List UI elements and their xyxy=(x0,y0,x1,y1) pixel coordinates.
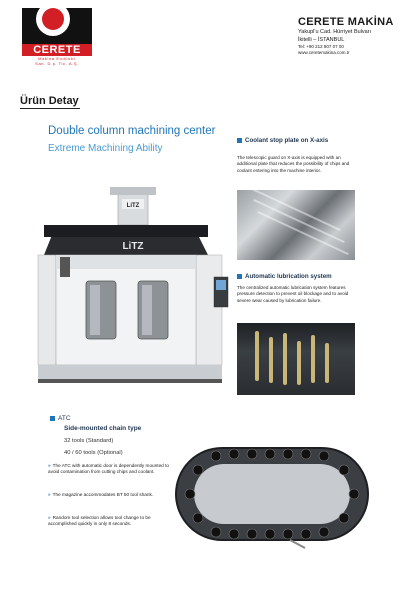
atc-bullet-1: » The ATC with automatic door is dependently mounted to avoid contamination from cutting chips and coolant. xyxy=(48,463,169,475)
company-name: CERETE MAKİNA xyxy=(298,16,394,28)
atc-bullet-2: » The magazine accommodates BT 50 tool shank. xyxy=(48,492,154,497)
coolant-plate-photo xyxy=(237,190,355,260)
double-chevron-icon: » xyxy=(48,515,51,520)
logo-mark xyxy=(22,8,92,44)
company-address-1: Yakupl'u Cad. Hürriyet Bulvarı xyxy=(298,29,372,35)
company-address-2: İkitelli – İSTANBUL xyxy=(298,37,345,43)
atc-title: ATC xyxy=(50,415,71,422)
company-website[interactable]: www.ceretemakina.com.tr xyxy=(298,50,350,55)
logo-name: CERETE xyxy=(22,44,92,56)
company-phone: Tel: +90 212 807 07 00 xyxy=(298,44,344,49)
logo-tagline-2: San. D.ş. Tic. A.Ş. xyxy=(35,61,79,66)
lubrication-photo xyxy=(237,323,355,395)
feature-lubrication-body: The centralized automatic lubrication system features pressure detection to prevent oil blockage and to avoid severe wear caused by lubrication failure. xyxy=(237,285,349,303)
double-chevron-icon: » xyxy=(48,463,51,468)
tool-chain-image xyxy=(170,440,375,550)
machine-image xyxy=(30,165,235,390)
atc-subtitle: Side-mounted chain type xyxy=(64,425,142,432)
bullet-square-icon xyxy=(50,416,55,421)
section-title: Ürün Detay xyxy=(20,95,79,107)
company-logo xyxy=(22,8,92,66)
atc-bullet-3: » Random tool selection allows tool change to be accomplished quickly in only 8 seconds. xyxy=(48,515,151,527)
feature-lubrication-title: Automatic lubrication system xyxy=(237,273,332,280)
logo-tagline-1: Makina Endüstri xyxy=(38,56,76,61)
feature-coolant-body: The telescopic guard on X-axis is equipped with an additional plate that reduces the possibility of chips and coolant entering into the machine interior. xyxy=(237,155,350,173)
section-divider xyxy=(20,108,80,109)
product-title: Double column machining center xyxy=(48,125,216,137)
double-chevron-icon: » xyxy=(48,492,51,497)
product-subtitle: Extreme Machining Ability xyxy=(48,143,163,154)
company-info xyxy=(298,16,398,56)
bullet-square-icon xyxy=(237,138,242,143)
bullet-square-icon xyxy=(237,274,242,279)
atc-option-standard: 32 tools (Standard) xyxy=(64,438,114,444)
feature-coolant-title: Coolant stop plate on X-axis xyxy=(237,137,328,144)
machine-brand-top: LiTZ xyxy=(126,203,140,209)
machine-brand-main: LiTZ xyxy=(122,241,144,252)
atc-option-optional: 40 / 60 tools (Optional) xyxy=(64,450,123,456)
